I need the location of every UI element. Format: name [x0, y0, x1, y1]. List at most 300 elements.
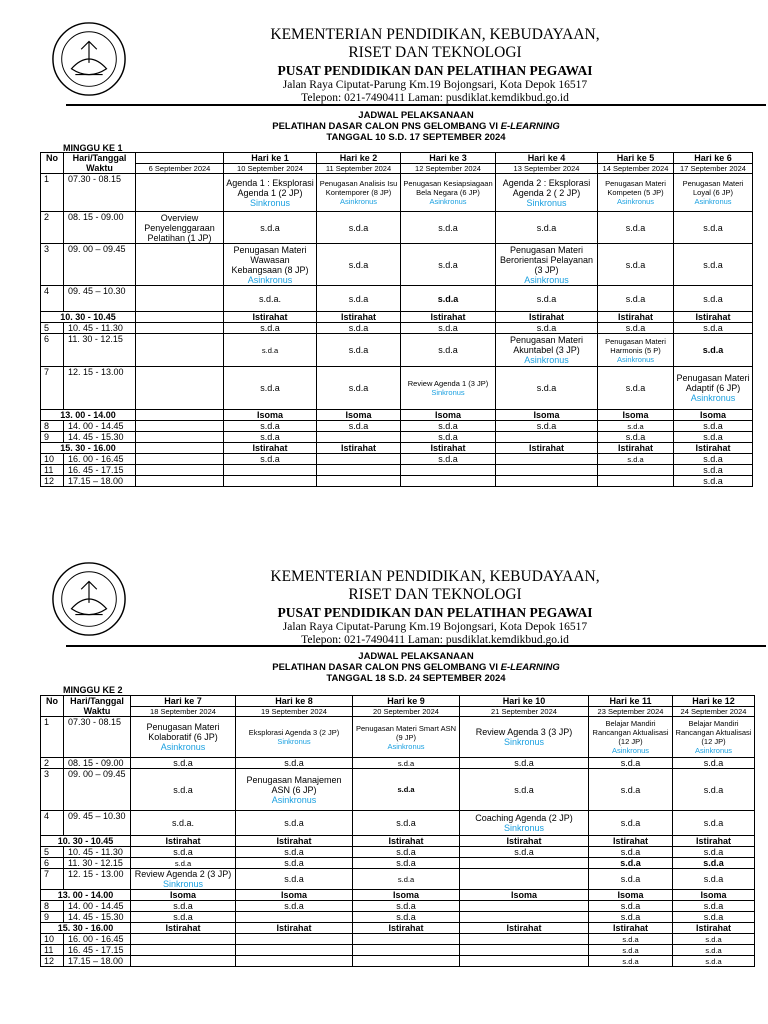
schedule-cell: [224, 465, 317, 476]
session-text: Review Agenda 2 (3 JP): [134, 869, 232, 879]
session-text: Isoma: [510, 890, 537, 900]
schedule-cell: [673, 923, 755, 934]
session-text: s.d.a: [703, 323, 723, 333]
session-text: s.d.a: [536, 421, 557, 431]
day-header: Hari ke 4: [496, 153, 598, 164]
table-row: [41, 901, 755, 912]
slot-time: 14. 45 - 15.30: [64, 432, 136, 443]
slot-time: 08. 15 - 09.00: [64, 758, 131, 769]
session-text: Belajar Mandiri Rancangan Aktualisasi (12 JP): [675, 719, 752, 746]
table-row: [41, 869, 755, 890]
session-text: Penugasan Materi Adaptif (6 JP): [676, 373, 750, 393]
row-number: 2: [41, 758, 64, 769]
schedule-cell: [236, 717, 353, 758]
session-text: s.d.a: [620, 901, 641, 911]
schedule-cell: [131, 858, 236, 869]
delivery-mode: Asinkronus: [690, 393, 736, 403]
delivery-mode: Sinkronus: [431, 388, 465, 397]
table-row: [41, 367, 753, 410]
schedule-cell: [136, 212, 224, 244]
schedule-cell: [401, 244, 496, 286]
schedule-cell: [236, 758, 353, 769]
slot-time: 10. 30 - 10.45: [41, 836, 131, 847]
session-text: s.d.a: [703, 432, 723, 442]
session-text: s.d.a: [173, 784, 193, 795]
schedule-cell: [674, 443, 753, 454]
schedule-title: JADWAL PELAKSANAAN PELATIHAN DASAR CALON PNS GELOMBANG VI E-LEARNING TANGGAL 10 S.D. 17 SEPTEMBER 2024: [272, 110, 560, 143]
session-text: s.d.a: [703, 858, 724, 868]
schedule-cell: [589, 858, 673, 869]
schedule-cell: [131, 890, 236, 901]
row-number: 7: [41, 367, 64, 410]
table-row: [41, 811, 755, 836]
contact: Telepon: 021-7490411 Laman: pusdiklat.kemdikbud.go.id: [301, 92, 569, 104]
delivery-mode: Sinkronus: [249, 197, 291, 208]
date-header: 24 September 2024: [673, 707, 755, 717]
slot-time: 11. 30 - 12.15: [64, 858, 131, 869]
session-text: s.d.a: [348, 345, 369, 355]
session-text: Istirahat: [695, 836, 731, 846]
session-text: s.d.a: [536, 293, 557, 304]
schedule-cell: [589, 890, 673, 901]
session-text: s.d.a: [620, 874, 641, 884]
break-row: [41, 312, 753, 323]
schedule-cell: [136, 334, 224, 367]
slot-time: 09. 00 – 09.45: [64, 244, 136, 286]
session-text: Penugasan Materi Berorientasi Pelayanan (3 JP): [499, 244, 594, 275]
header-row: [41, 696, 755, 707]
date-header: 10 September 2024: [224, 164, 317, 174]
session-text: s.d.a: [620, 912, 641, 922]
schedule-cell: [460, 769, 589, 811]
session-text: s.d.a: [702, 345, 724, 355]
schedule-cell: [674, 312, 753, 323]
delivery-mode: Sinkronus: [526, 197, 567, 208]
schedule-cell: [589, 847, 673, 858]
date-header: 6 September 2024: [136, 164, 224, 174]
session-text: Istirahat: [165, 923, 201, 933]
session-text: s.d.a: [622, 956, 639, 966]
session-text: s.d.a: [438, 259, 458, 270]
session-text: Isoma: [280, 890, 307, 900]
session-text: s.d.a: [703, 784, 724, 795]
break-row: [41, 443, 753, 454]
session-text: s.d.a: [703, 758, 724, 768]
date-header: 21 September 2024: [460, 707, 589, 717]
schedule-cell: [589, 912, 673, 923]
date-row: [41, 707, 755, 717]
slot-time: 14. 45 - 15.30: [64, 912, 131, 923]
session-text: s.d.a: [348, 222, 369, 233]
session-text: Isoma: [699, 410, 726, 420]
session-text: Isoma: [392, 890, 419, 900]
schedule-cell: [460, 945, 589, 956]
session-text: s.d.a: [438, 345, 458, 355]
row-number: 12: [41, 956, 64, 967]
schedule-cell: [131, 758, 236, 769]
session-text: s.d.a: [438, 454, 458, 464]
schedule-cell: [131, 769, 236, 811]
session-text: s.d.a: [348, 383, 369, 393]
schedule-cell: [460, 811, 589, 836]
slot-time: 10. 45 - 11.30: [64, 847, 131, 858]
schedule-cell: [353, 836, 460, 847]
schedule-cell: [674, 454, 753, 465]
table-row: [41, 174, 753, 212]
row-number: 9: [41, 432, 64, 443]
schedule-cell: [401, 454, 496, 465]
schedule-cell: [224, 367, 317, 410]
slot-time: 09. 45 – 10.30: [64, 286, 136, 312]
schedule-cell: [401, 367, 496, 410]
session-text: Penugasan Materi Loyal (6 JP): [682, 179, 744, 197]
day-header: Hari ke 10: [460, 696, 589, 707]
delivery-mode: Asinkronus: [387, 741, 425, 751]
schedule-cell: [131, 717, 236, 758]
schedule-cell: [236, 811, 353, 836]
schedule-cell: [589, 811, 673, 836]
date-header: 14 September 2024: [598, 164, 674, 174]
date-header: 11 September 2024: [317, 164, 401, 174]
schedule-cell: [496, 476, 598, 487]
schedule-cell: [673, 758, 755, 769]
session-text: s.d.a: [627, 421, 644, 431]
delivery-mode: Sinkronus: [503, 737, 545, 747]
schedule-cell: [598, 334, 674, 367]
schedule-cell: [496, 323, 598, 334]
letterhead: [200, 26, 670, 105]
schedule-cell: [589, 758, 673, 769]
schedule-cell: [317, 212, 401, 244]
session-text: Istirahat: [612, 836, 648, 846]
session-text: s.d.a: [625, 383, 646, 393]
schedule-cell: [496, 334, 598, 367]
schedule-cell: [236, 934, 353, 945]
schedule-cell: [401, 312, 496, 323]
table-row: [41, 334, 753, 367]
row-number: 11: [41, 465, 64, 476]
schedule-cell: [317, 443, 401, 454]
session-text: s.d.a: [284, 901, 304, 911]
schedule-cell: [496, 312, 598, 323]
slot-time: 10. 30 - 10.45: [41, 312, 136, 323]
row-number: 5: [41, 847, 64, 858]
schedule-cell: [589, 869, 673, 890]
session-text: Penugasan Materi Akuntabel (3 JP): [509, 335, 584, 355]
session-text: Istirahat: [695, 312, 731, 322]
session-text: s.d.a: [703, 901, 724, 911]
schedule-cell: [136, 410, 224, 421]
table-row: [41, 945, 755, 956]
schedule-cell: [131, 847, 236, 858]
delivery-mode: Asinkronus: [160, 742, 206, 752]
session-text: s.d.a: [173, 912, 193, 922]
session-text: Belajar Mandiri Rancangan Aktualisasi (12 JP): [592, 719, 669, 746]
schedule-cell: [131, 934, 236, 945]
slot-time: 17.15 – 18.00: [64, 476, 136, 487]
session-text: s.d.a: [260, 421, 280, 431]
session-text: Istirahat: [506, 923, 542, 933]
row-number: 11: [41, 945, 64, 956]
schedule-cell: [401, 286, 496, 312]
slot-time: 13. 00 - 14.00: [41, 410, 136, 421]
schedule-cell: [224, 454, 317, 465]
slot-time: 13. 00 - 14.00: [41, 890, 131, 901]
schedule-cell: [353, 923, 460, 934]
session-text: Penugasan Materi Kolaboratif (6 JP): [146, 722, 220, 742]
day-header: Hari ke 5: [598, 153, 674, 164]
session-text: s.d.a: [625, 323, 646, 333]
session-text: Penugasan Manajemen ASN (6 JP): [246, 774, 342, 795]
session-text: Istirahat: [165, 836, 201, 846]
row-number: 4: [41, 811, 64, 836]
session-text: Isoma: [434, 410, 461, 420]
date-header: 20 September 2024: [353, 707, 460, 717]
table-row: [41, 454, 753, 465]
schedule-cell: [673, 847, 755, 858]
letterhead-rule: [66, 645, 766, 647]
schedule-cell: [317, 410, 401, 421]
schedule-cell: [401, 443, 496, 454]
day-header: Hari ke 3: [401, 153, 496, 164]
ministry-line-1: KEMENTERIAN PENDIDIKAN, KEBUDAYAAN,: [270, 568, 600, 585]
slot-time: 12. 15 - 13.00: [64, 869, 131, 890]
table-row: [41, 758, 755, 769]
session-text: Istirahat: [617, 312, 653, 322]
session-text: s.d.a: [284, 847, 304, 857]
schedule-cell: [131, 901, 236, 912]
session-text: s.d.a: [625, 293, 646, 304]
schedule-cell: [589, 901, 673, 912]
schedule-cell: [224, 410, 317, 421]
session-text: s.d.a: [622, 934, 639, 944]
session-text: s.d.a: [703, 818, 724, 828]
schedule-cell: [353, 934, 460, 945]
schedule-cell: [673, 945, 755, 956]
slot-time: 07.30 - 08.15: [64, 174, 136, 212]
session-text: s.d.a: [514, 847, 534, 857]
session-text: s.d.a: [438, 323, 458, 333]
schedule-cell: [598, 174, 674, 212]
schedule-cell: [589, 717, 673, 758]
slot-time: 15. 30 - 16.00: [41, 923, 131, 934]
session-text: Agenda 1 : Eksplorasi Agenda 1 (2 JP): [226, 177, 314, 198]
slot-time: 14. 00 - 14.45: [64, 901, 131, 912]
schedule-cell: [460, 912, 589, 923]
schedule-cell: [353, 858, 460, 869]
schedule-cell: [224, 312, 317, 323]
schedule-cell: [674, 421, 753, 432]
schedule-cell: [598, 286, 674, 312]
schedule-cell: [496, 286, 598, 312]
session-text: s.d.a: [514, 784, 534, 795]
tut-wuri-handayani-logo: [50, 20, 128, 98]
session-text: s.d.a: [536, 323, 557, 333]
row-number: 5: [41, 323, 64, 334]
slot-time: 07.30 - 08.15: [64, 717, 131, 758]
slot-time: 14. 00 - 14.45: [64, 421, 136, 432]
table-row: [41, 717, 755, 758]
table-row: [41, 286, 753, 312]
schedule-cell: [674, 410, 753, 421]
session-text: Agenda 2 : Eksplorasi Agenda 2 ( 2 JP): [502, 177, 591, 198]
schedule-cell: [598, 212, 674, 244]
session-text: s.d.a: [705, 934, 722, 944]
session-text: s.d.a: [260, 454, 280, 464]
session-text: Isoma: [345, 410, 372, 420]
session-text: Istirahat: [340, 312, 376, 322]
session-text: Isoma: [700, 890, 727, 900]
schedule-cell: [224, 334, 317, 367]
schedule-cell: [673, 811, 755, 836]
delivery-mode: Asinkronus: [247, 274, 293, 285]
schedule-cell: [353, 769, 460, 811]
session-text: Istirahat: [252, 312, 288, 322]
schedule-cell: [236, 912, 353, 923]
session-text: Istirahat: [506, 836, 542, 846]
schedule-cell: [460, 901, 589, 912]
delivery-mode: Asinkronus: [611, 746, 650, 755]
row-number: 3: [41, 769, 64, 811]
session-text: s.d.a: [438, 222, 458, 233]
break-row: [41, 890, 755, 901]
schedule-cell: [589, 956, 673, 967]
column-header-hari: Hari/Tanggal Waktu: [64, 153, 136, 174]
session-text: Istirahat: [388, 836, 424, 846]
schedule-cell: [496, 421, 598, 432]
session-text: Istirahat: [695, 443, 731, 453]
schedule-table: [40, 152, 753, 487]
schedule-cell: [136, 465, 224, 476]
table-row: [41, 769, 755, 811]
session-text: s.d.a: [620, 858, 641, 868]
session-text: s.d.a: [625, 259, 646, 270]
schedule-cell: [224, 476, 317, 487]
day-header: [136, 153, 224, 164]
schedule-cell: [317, 312, 401, 323]
schedule-cell: [673, 901, 755, 912]
schedule-cell: [589, 836, 673, 847]
schedule-cell: [317, 174, 401, 212]
row-number: 1: [41, 174, 64, 212]
schedule-cell: [236, 858, 353, 869]
schedule-cell: [353, 901, 460, 912]
schedule-cell: [401, 432, 496, 443]
schedule-cell: [317, 432, 401, 443]
schedule-cell: [674, 212, 753, 244]
schedule-cell: [131, 836, 236, 847]
slot-time: 09. 45 – 10.30: [64, 811, 131, 836]
session-text: s.d.a: [703, 912, 724, 922]
schedule-cell: [353, 869, 460, 890]
column-header-no: No: [41, 696, 64, 717]
table-row: [41, 858, 755, 869]
schedule-cell: [460, 836, 589, 847]
schedule-cell: [598, 323, 674, 334]
row-number: 9: [41, 912, 64, 923]
break-row: [41, 410, 753, 421]
schedule-cell: [496, 367, 598, 410]
session-text: s.d.a: [348, 323, 369, 333]
schedule-cell: [460, 923, 589, 934]
schedule-cell: [598, 443, 674, 454]
schedule-cell: [136, 443, 224, 454]
session-text: s.d.a: [284, 874, 304, 884]
slot-time: 09. 00 – 09.45: [64, 769, 131, 811]
schedule-cell: [131, 912, 236, 923]
row-number: 12: [41, 476, 64, 487]
schedule-cell: [401, 323, 496, 334]
schedule-cell: [401, 212, 496, 244]
schedule-cell: [317, 323, 401, 334]
schedule-cell: [674, 465, 753, 476]
session-text: Eksplorasi Agenda 3 (2 JP): [248, 728, 340, 737]
session-text: s.d.a: [396, 901, 416, 911]
session-text: s.d.a: [397, 874, 415, 884]
session-text: s.d.a: [284, 858, 304, 868]
schedule-cell: [353, 890, 460, 901]
session-text: s.d.a: [173, 847, 193, 857]
schedule-cell: [224, 212, 317, 244]
day-header: Hari ke 12: [673, 696, 755, 707]
schedule-cell: [224, 421, 317, 432]
day-header: Hari ke 2: [317, 153, 401, 164]
date-header: 23 September 2024: [589, 707, 673, 717]
schedule-cell: [317, 286, 401, 312]
session-text: s.d.a.: [258, 293, 281, 304]
session-text: s.d.a: [438, 432, 458, 442]
table-row: [41, 912, 755, 923]
address: Jalan Raya Ciputat-Parung Km.19 Bojongsari, Kota Depok 16517: [282, 621, 588, 633]
session-text: s.d.a.: [171, 818, 194, 828]
slot-time: 16. 45 - 17.15: [64, 945, 131, 956]
schedule-cell: [353, 945, 460, 956]
session-text: s.d.a: [173, 901, 193, 911]
schedule-cell: [674, 174, 753, 212]
session-text: Istirahat: [617, 443, 653, 453]
schedule-title: JADWAL PELAKSANAAN PELATIHAN DASAR CALON PNS GELOMBANG VI E-LEARNING TANGGAL 18 S.D. 24 SEPTEMBER 2024: [272, 651, 560, 684]
letterhead: [200, 568, 670, 647]
schedule-cell: [401, 421, 496, 432]
schedule-cell: [460, 858, 589, 869]
session-text: s.d.a: [173, 758, 193, 768]
row-number: 6: [41, 858, 64, 869]
session-text: Istirahat: [340, 443, 376, 453]
schedule-cell: [136, 323, 224, 334]
session-text: s.d.a: [348, 421, 369, 431]
schedule-cell: [496, 244, 598, 286]
schedule-cell: [236, 901, 353, 912]
schedule-cell: [317, 367, 401, 410]
schedule-cell: [460, 847, 589, 858]
date-header: 19 September 2024: [236, 707, 353, 717]
session-text: s.d.a: [396, 912, 416, 922]
schedule-cell: [673, 869, 755, 890]
schedule-cell: [131, 956, 236, 967]
session-text: s.d.a: [348, 293, 369, 304]
schedule-cell: [496, 410, 598, 421]
session-text: Isoma: [622, 410, 649, 420]
schedule-cell: [674, 323, 753, 334]
schedule-cell: [353, 847, 460, 858]
schedule-cell: [236, 923, 353, 934]
schedule-cell: [236, 836, 353, 847]
day-header: Hari ke 6: [674, 153, 753, 164]
session-text: s.d.a: [260, 222, 280, 233]
schedule-cell: [674, 244, 753, 286]
schedule-cell: [673, 912, 755, 923]
day-header: Hari ke 11: [589, 696, 673, 707]
